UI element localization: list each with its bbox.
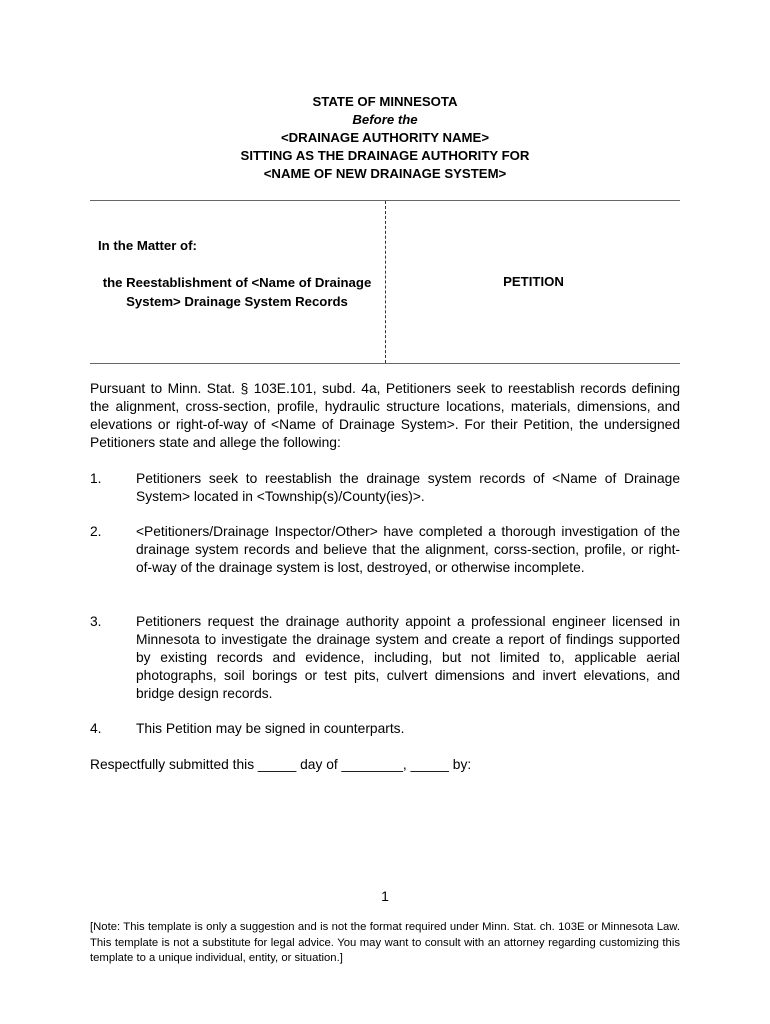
header-authority-name: <DRAINAGE AUTHORITY NAME>: [280, 130, 490, 145]
intro-paragraph: Pursuant to Minn. Stat. § 103E.101, subd. 4a, Petitioners seek to reestablish records defining the alignment, cross-section, profile, hydraulic structure locations, materials, dimensions, and elevations or right-of-way of <Name of Drainage System>. For their Petition, the undersigned Petitioners state and allege the following:: [90, 381, 680, 450]
matter-text: the Reestablishment of <Name of Drainage System> Drainage System Records: [102, 275, 372, 309]
item-number: 3.: [90, 614, 102, 629]
header-state: STATE OF MINNESOTA: [312, 94, 458, 109]
header-system-name: <NAME OF NEW DRAINAGE SYSTEM>: [263, 166, 507, 181]
document-header: [90, 93, 680, 183]
template-note: [Note: This template is only a suggestion and is not the format required under Minn. Stat. ch. 103E or Minnesota Law. This template is not a substitute for legal advice. You may want to consult with an attorney regarding customizing this template to a unique individual, entity, or situation.]: [90, 921, 680, 964]
submission-line: Respectfully submitted this _____ day of ________, _____ by:: [90, 757, 472, 772]
item-number: 4.: [90, 721, 102, 736]
petition-title: PETITION: [503, 274, 564, 289]
case-caption: [90, 200, 680, 364]
matter-label: In the Matter of:: [98, 238, 197, 253]
item-text: Petitioners seek to reestablish the drainage system records of <Name of Drainage System> located in <Township(s)/County(ies)>.: [136, 471, 680, 504]
item-text: This Petition may be signed in counterparts.: [136, 721, 405, 736]
item-number: 1.: [90, 471, 102, 486]
header-before: Before the: [352, 112, 418, 127]
caption-divider: [385, 201, 386, 363]
item-text: <Petitioners/Drainage Inspector/Other> have completed a thorough investigation of the drainage system records and believe that the alignment, corss-section, profile, or right-of-way of the drainage system is lost, destroyed, or otherwise incomplete.: [136, 524, 680, 575]
page-number: 1: [381, 888, 389, 904]
item-text: Petitioners request the drainage authority appoint a professional engineer licensed in Minnesota to investigate the drainage system and create a report of findings supported by existing records and evidence, including, but not limited to, applicable aerial photographs, soil borings or test pits, culvert dimensions and invert elevations, and bridge design records.: [136, 614, 680, 701]
item-number: 2.: [90, 524, 102, 539]
header-sitting-as: SITTING AS THE DRAINAGE AUTHORITY FOR: [240, 148, 530, 163]
